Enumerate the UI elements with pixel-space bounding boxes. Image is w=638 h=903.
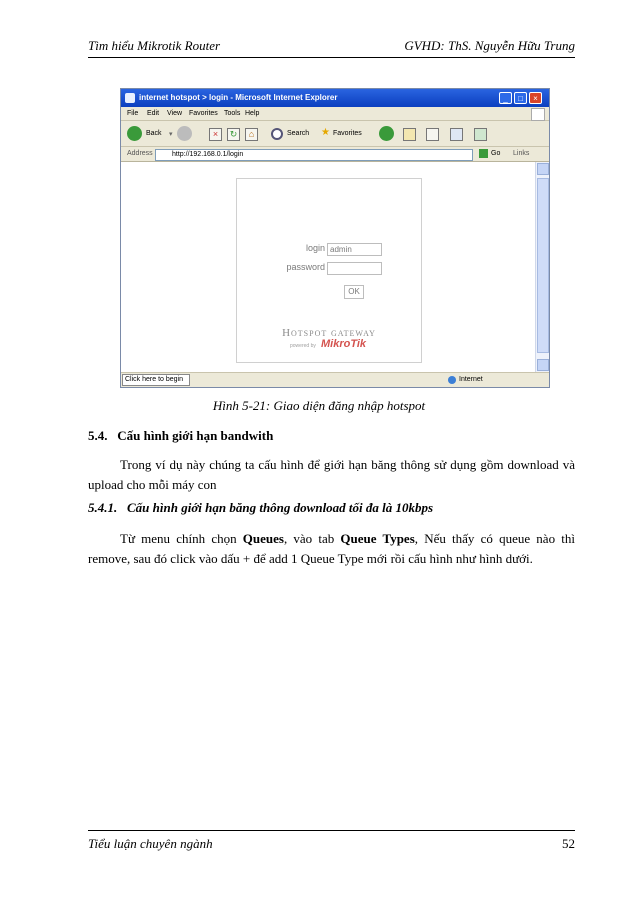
- page-number: 52: [562, 836, 575, 851]
- history-icon[interactable]: [379, 126, 394, 141]
- queues-term: Queues: [242, 531, 284, 546]
- footer-left: Tiểu luận chuyên ngành: [88, 836, 213, 851]
- figure-caption: Hình 5-21: Giao diện đăng nhập hotspot: [212, 398, 426, 413]
- ie-window-icon: [125, 93, 135, 103]
- section-5-4-1-paragraph: [88, 529, 575, 569]
- favorites-label[interactable]: Favorites: [333, 130, 362, 137]
- password-input[interactable]: [327, 262, 382, 275]
- search-icon[interactable]: [271, 128, 283, 140]
- page-content: [121, 162, 535, 372]
- para-prefix: Từ menu chính chọn: [120, 531, 243, 546]
- messenger-icon[interactable]: [474, 128, 487, 141]
- address-url: http://192.168.0.1/login: [172, 151, 244, 158]
- links-label[interactable]: Links: [513, 150, 530, 157]
- title-bar: [121, 89, 549, 107]
- header-left: Tìm hiểu Mikrotik Router: [88, 38, 221, 53]
- internet-globe-icon: [448, 376, 456, 384]
- address-label: Address: [127, 150, 153, 157]
- toolbar: [121, 121, 549, 147]
- para-suffix: , Nếu thấy có queue nào thì remove, sau đó click vào dấu + để add 1 Queue Type mới rồi cấu hình như hình dưới.: [88, 531, 575, 566]
- powered-by-text: powered by: [290, 343, 316, 349]
- scroll-up-icon[interactable]: [537, 163, 549, 175]
- minimize-icon[interactable]: _: [499, 92, 512, 104]
- home-icon[interactable]: ⌂: [245, 128, 258, 141]
- menu-bar: [121, 107, 549, 121]
- go-label[interactable]: Go: [491, 150, 501, 157]
- go-arrow-icon[interactable]: [479, 149, 488, 158]
- status-bar: [121, 372, 549, 387]
- back-arrow-icon[interactable]: [127, 126, 142, 141]
- section-5-4-1-heading: 5.4.1. Cấu hình giới hạn băng thông download tối đa là 10kbps: [88, 500, 434, 515]
- menu-view[interactable]: View: [167, 110, 183, 117]
- header-right: GVHD: ThS. Nguyễn Hữu Trung: [404, 38, 575, 53]
- menu-edit[interactable]: Edit: [147, 110, 160, 117]
- ie-screenshot: [120, 88, 550, 388]
- login-label: login: [305, 243, 325, 253]
- back-dropdown-icon[interactable]: ▾: [169, 131, 173, 138]
- stop-icon[interactable]: ×: [209, 128, 222, 141]
- address-bar: [121, 147, 549, 162]
- favorites-star-icon[interactable]: ★: [321, 127, 330, 138]
- password-label: password: [286, 262, 325, 272]
- footer-rule: [88, 830, 575, 831]
- window-title: internet hotspot > login - Microsoft Internet Explorer: [139, 93, 338, 102]
- maximize-icon[interactable]: □: [514, 92, 527, 104]
- back-label[interactable]: Back: [146, 130, 162, 137]
- scroll-thumb[interactable]: [537, 178, 549, 353]
- address-input[interactable]: [155, 149, 473, 161]
- vertical-scrollbar[interactable]: [535, 162, 550, 372]
- mikrotik-logo: MikroTik: [321, 338, 367, 350]
- search-label[interactable]: Search: [287, 130, 310, 137]
- menu-file[interactable]: File: [127, 110, 139, 117]
- menu-favorites[interactable]: Favorites: [189, 110, 218, 117]
- close-icon[interactable]: ×: [529, 92, 542, 104]
- edit-icon[interactable]: [450, 128, 463, 141]
- section-5-4-paragraph: Trong ví dụ này chúng ta cấu hình để giới hạn băng thông sử dụng gồm download và upload cho mỗi máy con: [88, 457, 575, 492]
- menu-help[interactable]: Help: [245, 110, 260, 117]
- ok-button[interactable]: OK: [344, 285, 364, 299]
- status-text: Click here to begin: [122, 374, 190, 386]
- login-input[interactable]: admin: [327, 243, 382, 256]
- login-panel: [236, 178, 422, 363]
- mail-icon[interactable]: [403, 128, 416, 141]
- hotspot-gateway-text: Hotspot gateway: [282, 327, 376, 339]
- para-mid: , vào tab: [283, 531, 341, 546]
- windows-flag-icon: [531, 108, 545, 121]
- section-5-4-heading: 5.4. Cấu hình giới hạn bandwith: [88, 428, 274, 443]
- refresh-icon[interactable]: ↻: [227, 128, 240, 141]
- internet-zone-label: Internet: [459, 376, 483, 383]
- page-footer: [88, 836, 575, 854]
- forward-arrow-icon[interactable]: [177, 126, 192, 141]
- scroll-down-icon[interactable]: [537, 359, 549, 371]
- header-rule: [88, 57, 575, 58]
- queue-types-term: Queue Types: [340, 531, 415, 546]
- menu-tools[interactable]: Tools: [224, 110, 241, 117]
- page-header: [88, 38, 575, 56]
- print-icon[interactable]: [426, 128, 439, 141]
